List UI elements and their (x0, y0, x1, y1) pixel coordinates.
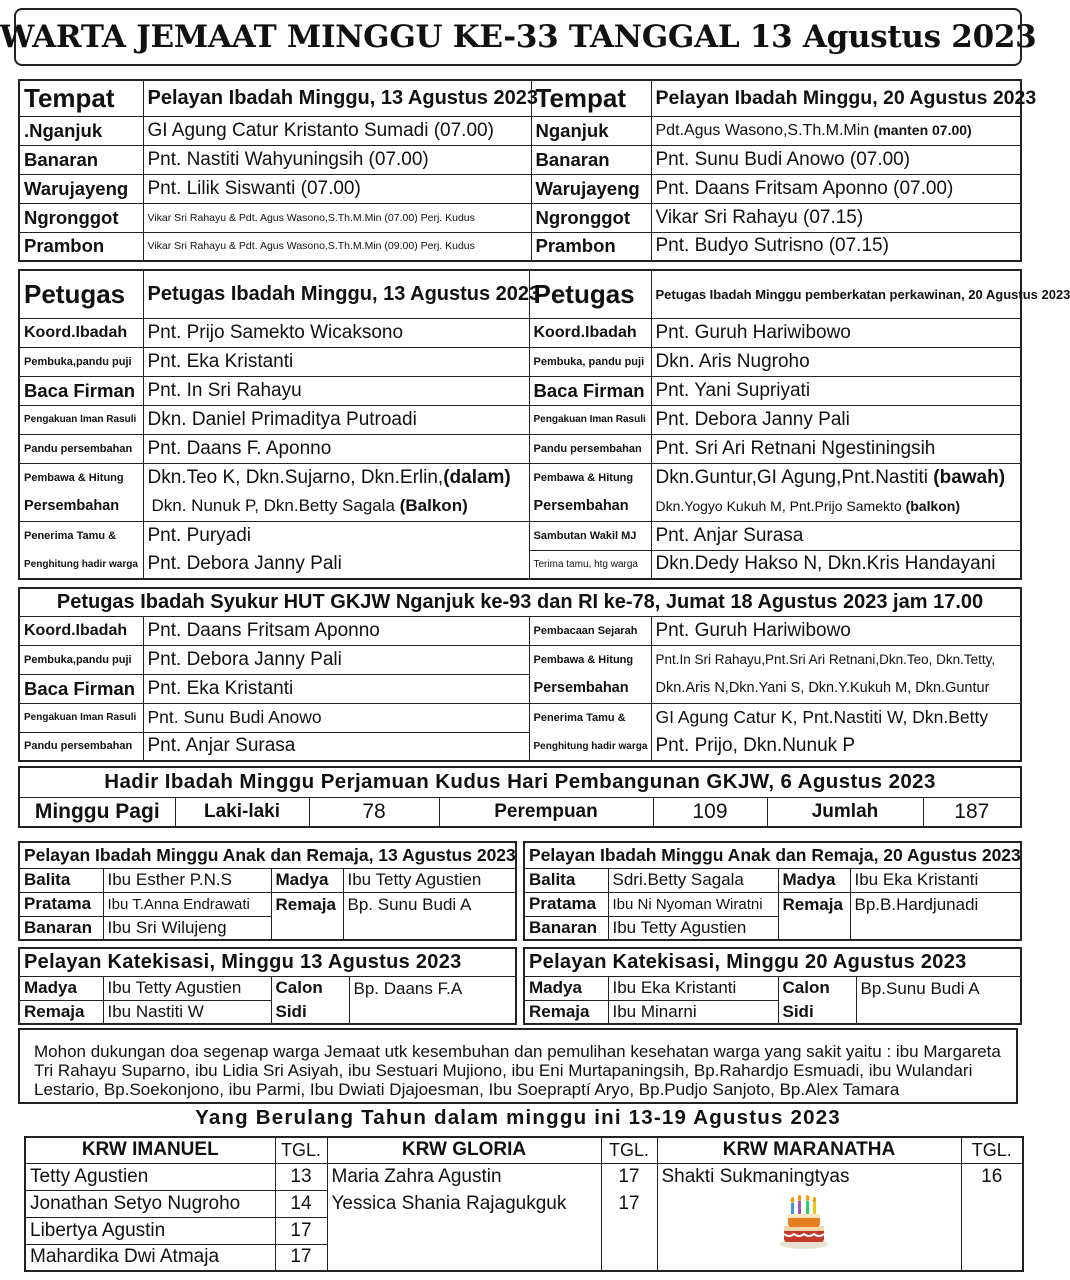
katekisasi-header-right: Pelayan Katekisasi, Minggu 20 Agustus 2023 (524, 948, 1021, 976)
anak-label: Remaja (778, 892, 850, 940)
hadir-total-value: 187 (923, 797, 1021, 827)
syukur-name: Pnt. Anjar Surasa (143, 732, 529, 761)
birthday-title: Yang Berulang Tahun dalam minggu ini 13-19 Agustus 2023 (195, 1106, 841, 1129)
syukur-name: Pnt. Guruh Hariwibowo (651, 616, 1021, 645)
role-cell: Pengakuan Iman Rasuli (19, 405, 143, 434)
tgl-header: TGL. (601, 1137, 657, 1163)
anak-label: Banaran (524, 916, 608, 940)
role-cell: Koord.Ibadah (19, 616, 143, 645)
katekisasi-table-left (18, 947, 517, 1025)
role-cell: Persembahan (529, 492, 651, 521)
place-cell: Nganjuk (531, 116, 651, 145)
prayer-request: Mohon dukungan doa segenap warga Jemaat utk kesembuhan dan pemulihan kesehatan warga yang sakit yaitu : ibu Margareta Tri Rahayu Suparno, ibu Lidia Sri Asiyah, ibu Sestuari Mujiono, ibu Eni Murtapaningsih, Bp.Rahardjo Esmuadi, ibu Wulandari Lestario, Bp.Soekonjono, ibu Parmi, Ibu Dwiati Djajoesman, Ibu Soepraptí Aryo, Bp.Pudjo Sanjoto, Bp.Alex Tamara (18, 1028, 1018, 1104)
petugas-name: Dkn. Daniel Primaditya Putroadi (143, 405, 529, 434)
syukur-name: GI Agung Catur K, Pnt.Nastiti W, Dkn.Betty (651, 703, 1021, 732)
krw-imanuel-header: KRW IMANUEL (25, 1137, 275, 1163)
pelayan-name: Pnt. Daans Fritsam Aponno (07.00) (651, 174, 1021, 203)
place-cell: Warujayeng (531, 174, 651, 203)
petugas-table (18, 269, 1070, 580)
role-cell: Pembuka,pandu puji (19, 645, 143, 674)
petugas-note: (dalam) (443, 466, 511, 488)
anak-label: Balita (524, 868, 608, 892)
katekisasi-label: Sidi (271, 1000, 349, 1024)
hadir-male-value: 78 (309, 797, 439, 827)
petugas-header-left: Petugas Ibadah Minggu, 13 Agustus 2023 (143, 270, 529, 318)
petugas-name: Pnt. Debora Janny Pali (143, 550, 529, 579)
katekisasi-header-left: Pelayan Katekisasi, Minggu 13 Agustus 2023 (19, 948, 516, 976)
pelayan-header-right: Pelayan Ibadah Minggu, 20 Agustus 2023 (651, 80, 1021, 116)
role-cell: Pengakuan Iman Rasuli (19, 703, 143, 732)
birthday-date: 17 (601, 1163, 657, 1190)
anak-label: Madya (271, 868, 343, 892)
anak-label: Balita (19, 868, 103, 892)
place-cell: Banaran (19, 145, 143, 174)
anak-table-left (18, 841, 517, 941)
anak-label: Pratama (524, 892, 608, 916)
katekisasi-label: Remaja (524, 1000, 608, 1024)
pelayan-name: Vikar Sri Rahayu & Pdt. Agus Wasono,S.Th.M.Min (07.00) Perj. Kudus (143, 203, 531, 232)
role-cell: Pembacaan Sejarah (529, 616, 651, 645)
hadir-service: Minggu Pagi (19, 797, 175, 827)
hadir-table (18, 766, 1022, 828)
pelayan-name: Pnt. Nastiti Wahyuningsih (07.00) (143, 145, 531, 174)
anak-table-right (523, 841, 1022, 941)
anak-name: Ibu Eka Kristanti (850, 868, 1021, 892)
role-cell: Penghitung hadir warga (529, 732, 651, 761)
anak-label: Banaran (19, 916, 103, 940)
role-cell: Persembahan (19, 492, 143, 521)
katekisasi-name: Bp. Daans F.A (349, 976, 516, 1024)
petugas-name: Dkn. Aris Nugroho (651, 347, 1021, 376)
petugas-header-left-label: Petugas (19, 270, 143, 318)
place-cell: Warujayeng (19, 174, 143, 203)
anak-name: Ibu Tetty Agustien (343, 868, 516, 892)
syukur-name: Pnt. Prijo, Dkn.Nunuk P (651, 732, 1021, 761)
petugas-note: (bawah) (933, 466, 1006, 488)
petugas-name (143, 463, 529, 492)
place-cell: Ngronggot (531, 203, 651, 232)
place-cell: Prambon (531, 232, 651, 261)
birthday-table (24, 1136, 1024, 1272)
tempat-header-left: Tempat (19, 80, 143, 116)
anak-name: Bp. Sunu Budi A (343, 892, 516, 940)
katekisasi-name: Ibu Tetty Agustien (103, 976, 271, 1000)
place-cell: Banaran (531, 145, 651, 174)
role-cell: Koord.Ibadah (529, 318, 651, 347)
pelayan-name: GI Agung Catur Kristanto Sumadi (07.00) (143, 116, 531, 145)
petugas-header-right-label: Petugas (529, 270, 651, 318)
petugas-name: Pnt. Puryadi (143, 521, 529, 550)
pelayan-name-text: Pdt.Agus Wasono,S.Th.M.Min (655, 121, 870, 139)
petugas-name: Pnt. Anjar Surasa (651, 521, 1021, 550)
birthday-date: 17 (275, 1244, 327, 1271)
syukur-name: Pnt.In Sri Rahayu,Pnt.Sri Ari Retnani,Dkn.Teo, Dkn.Tetty, (651, 645, 1021, 674)
page-title: WARTA JEMAAT MINGGU KE-33 TANGGAL 13 Agustus 2023 (14, 8, 1022, 66)
krw-maranatha-header: KRW MARANATHA (657, 1137, 961, 1163)
role-cell: Penerima Tamu & (529, 703, 651, 732)
anak-name: Ibu Tetty Agustien (608, 916, 778, 940)
place-cell: Prambon (19, 232, 143, 261)
petugas-name (651, 492, 1021, 521)
place-cell: Ngronggot (19, 203, 143, 232)
anak-header-left: Pelayan Ibadah Minggu Anak dan Remaja, 13 Agustus 2023 (19, 842, 516, 868)
role-cell: Penerima Tamu & (19, 521, 143, 550)
petugas-name-text: Dkn.Guntur,GI Agung,Pnt.Nastiti (655, 466, 928, 488)
anak-label: Madya (778, 868, 850, 892)
pelayan-name: Pnt. Sunu Budi Anowo (07.00) (651, 145, 1021, 174)
role-cell: Pengakuan Iman Rasuli (529, 405, 651, 434)
role-cell: Pandu persembahan (19, 434, 143, 463)
pelayan-name: Vikar Sri Rahayu (07.15) (651, 203, 1021, 232)
role-cell: Penghitung hadir warga (19, 550, 143, 579)
anak-name: Ibu Esther P.N.S (103, 868, 271, 892)
petugas-note: (balkon) (905, 498, 961, 515)
tgl-header: TGL. (961, 1137, 1023, 1163)
birthday-date: 14 (275, 1190, 327, 1217)
role-cell: Pembuka, pandu puji (529, 347, 651, 376)
anak-label: Pratama (19, 892, 103, 916)
hadir-header: Hadir Ibadah Minggu Perjamuan Kudus Hari Pembangunan GKJW, 6 Agustus 2023 (19, 767, 1021, 797)
petugas-name: Pnt. Sri Ari Retnani Ngestiningsih (651, 434, 1021, 463)
petugas-name: Pnt. Yani Supriyati (651, 376, 1021, 405)
syukur-table (18, 587, 1022, 762)
petugas-name: Pnt. Daans F. Aponno (143, 434, 529, 463)
petugas-note: (Balkon) (399, 496, 468, 516)
katekisasi-name: Ibu Nastiti W (103, 1000, 271, 1024)
syukur-name: Pnt. Daans Fritsam Aponno (143, 616, 529, 645)
birthday-name: Libertya Agustin (25, 1217, 275, 1244)
birthday-name: Maria Zahra Agustin (327, 1163, 601, 1190)
birthday-name: Mahardika Dwi Atmaja (25, 1244, 275, 1271)
hadir-female-value: 109 (653, 797, 767, 827)
katekisasi-label: Madya (524, 976, 608, 1000)
petugas-name: Pnt. Debora Janny Pali (651, 405, 1021, 434)
petugas-name (143, 492, 529, 521)
syukur-name: Pnt. Debora Janny Pali (143, 645, 529, 674)
katekisasi-table-right (523, 947, 1022, 1025)
anak-header-right: Pelayan Ibadah Minggu Anak dan Remaja, 20 Agustus 2023 (524, 842, 1021, 868)
role-cell: Terima tamu, htg warga (529, 550, 651, 579)
krw-gloria-header: KRW GLORIA (327, 1137, 601, 1163)
birthday-name: Tetty Agustien (25, 1163, 275, 1190)
birthday-date: 13 (275, 1163, 327, 1190)
petugas-name: Pnt. Eka Kristanti (143, 347, 529, 376)
role-cell: Baca Firman (19, 674, 143, 703)
hadir-female-label: Perempuan (439, 797, 653, 827)
anak-name: Bp.B.Hardjunadi (850, 892, 1021, 940)
pelayan-note: (manten 07.00) (873, 121, 972, 138)
petugas-name (651, 463, 1021, 492)
birthday-empty (327, 1217, 601, 1244)
pelayan-name: Vikar Sri Rahayu & Pdt. Agus Wasono,S.Th.M.Min (09.00) Perj. Kudus (143, 232, 531, 261)
maranatha-cell (657, 1163, 961, 1271)
tgl-header: TGL. (275, 1137, 327, 1163)
petugas-name-text: Dkn.Yogyo Kukuh M, Pnt.Prijo Samekto (655, 498, 902, 515)
katekisasi-name: Ibu Minarni (608, 1000, 778, 1024)
role-cell: Baca Firman (19, 376, 143, 405)
petugas-name-text: Dkn. Nunuk P, Dkn.Betty Sagala (151, 496, 395, 516)
birthday-date: 16 (961, 1163, 1023, 1271)
birthday-date: 17 (601, 1190, 657, 1217)
birthday-name: Jonathan Setyo Nugroho (25, 1190, 275, 1217)
anak-name: Ibu Sri Wilujeng (103, 916, 271, 940)
pelayan-name: Pnt. Budyo Sutrisno (07.15) (651, 232, 1021, 261)
petugas-name: Pnt. Guruh Hariwibowo (651, 318, 1021, 347)
katekisasi-name: Ibu Eka Kristanti (608, 976, 778, 1000)
anak-name: Sdri.Betty Sagala (608, 868, 778, 892)
anak-label: Remaja (271, 892, 343, 940)
birthday-name: Shakti Sukmaningtyas (661, 1165, 850, 1187)
katekisasi-label: Calon (271, 976, 349, 1000)
katekisasi-label: Calon (778, 976, 856, 1000)
role-cell: Pandu persembahan (529, 434, 651, 463)
katekisasi-name: Bp.Sunu Budi A (856, 976, 1021, 1024)
birthday-empty (601, 1217, 657, 1244)
birthday-cake-icon (776, 1194, 832, 1250)
pelayan-table (18, 79, 1037, 262)
pelayan-name: Pnt. Lilik Siswanti (07.00) (143, 174, 531, 203)
birthday-name: Yessica Shania Rajagukguk (327, 1190, 601, 1217)
role-cell: Pembawa & Hitung (529, 645, 651, 674)
petugas-name: Pnt. Prijo Samekto Wicaksono (143, 318, 529, 347)
pelayan-header-left: Pelayan Ibadah Minggu, 13 Agustus 2023 (143, 80, 531, 116)
petugas-header-right: Petugas Ibadah Minggu pemberkatan perkawinan, 20 Agustus 2023 (651, 270, 1021, 318)
anak-name: Ibu Ni Nyoman Wiratni (608, 892, 778, 916)
role-cell: Pembawa & Hitung (529, 463, 651, 492)
birthday-empty (327, 1244, 601, 1271)
hadir-total-label: Jumlah (767, 797, 923, 827)
syukur-name: Dkn.Aris N,Dkn.Yani S, Dkn.Y.Kukuh M, Dkn.Guntur (651, 674, 1021, 703)
anak-name: Ibu T.Anna Endrawati (103, 892, 271, 916)
syukur-name: Pnt. Eka Kristanti (143, 674, 529, 703)
role-cell: Sambutan Wakil MJ (529, 521, 651, 550)
hadir-male-label: Laki-laki (175, 797, 309, 827)
petugas-name: Pnt. In Sri Rahayu (143, 376, 529, 405)
place-cell: .Nganjuk (19, 116, 143, 145)
petugas-name-text: Dkn.Teo K, Dkn.Sujarno, Dkn.Erlin, (147, 466, 444, 488)
pelayan-name (651, 116, 1021, 145)
katekisasi-label: Sidi (778, 1000, 856, 1024)
birthday-empty (601, 1244, 657, 1271)
role-cell: Koord.Ibadah (19, 318, 143, 347)
katekisasi-label: Remaja (19, 1000, 103, 1024)
role-cell: Pembawa & Hitung (19, 463, 143, 492)
katekisasi-label: Madya (19, 976, 103, 1000)
role-cell: Baca Firman (529, 376, 651, 405)
syukur-name: Pnt. Sunu Budi Anowo (143, 703, 529, 732)
role-cell: Pembuka,pandu puji (19, 347, 143, 376)
petugas-name: Dkn.Dedy Hakso N, Dkn.Kris Handayani (651, 550, 1021, 579)
tempat-header-right: Tempat (531, 80, 651, 116)
role-cell: Pandu persembahan (19, 732, 143, 761)
birthday-date: 17 (275, 1217, 327, 1244)
syukur-header: Petugas Ibadah Syukur HUT GKJW Nganjuk ke-93 dan RI ke-78, Jumat 18 Agustus 2023 jam 17.00 (19, 588, 1021, 616)
role-cell: Persembahan (529, 674, 651, 703)
